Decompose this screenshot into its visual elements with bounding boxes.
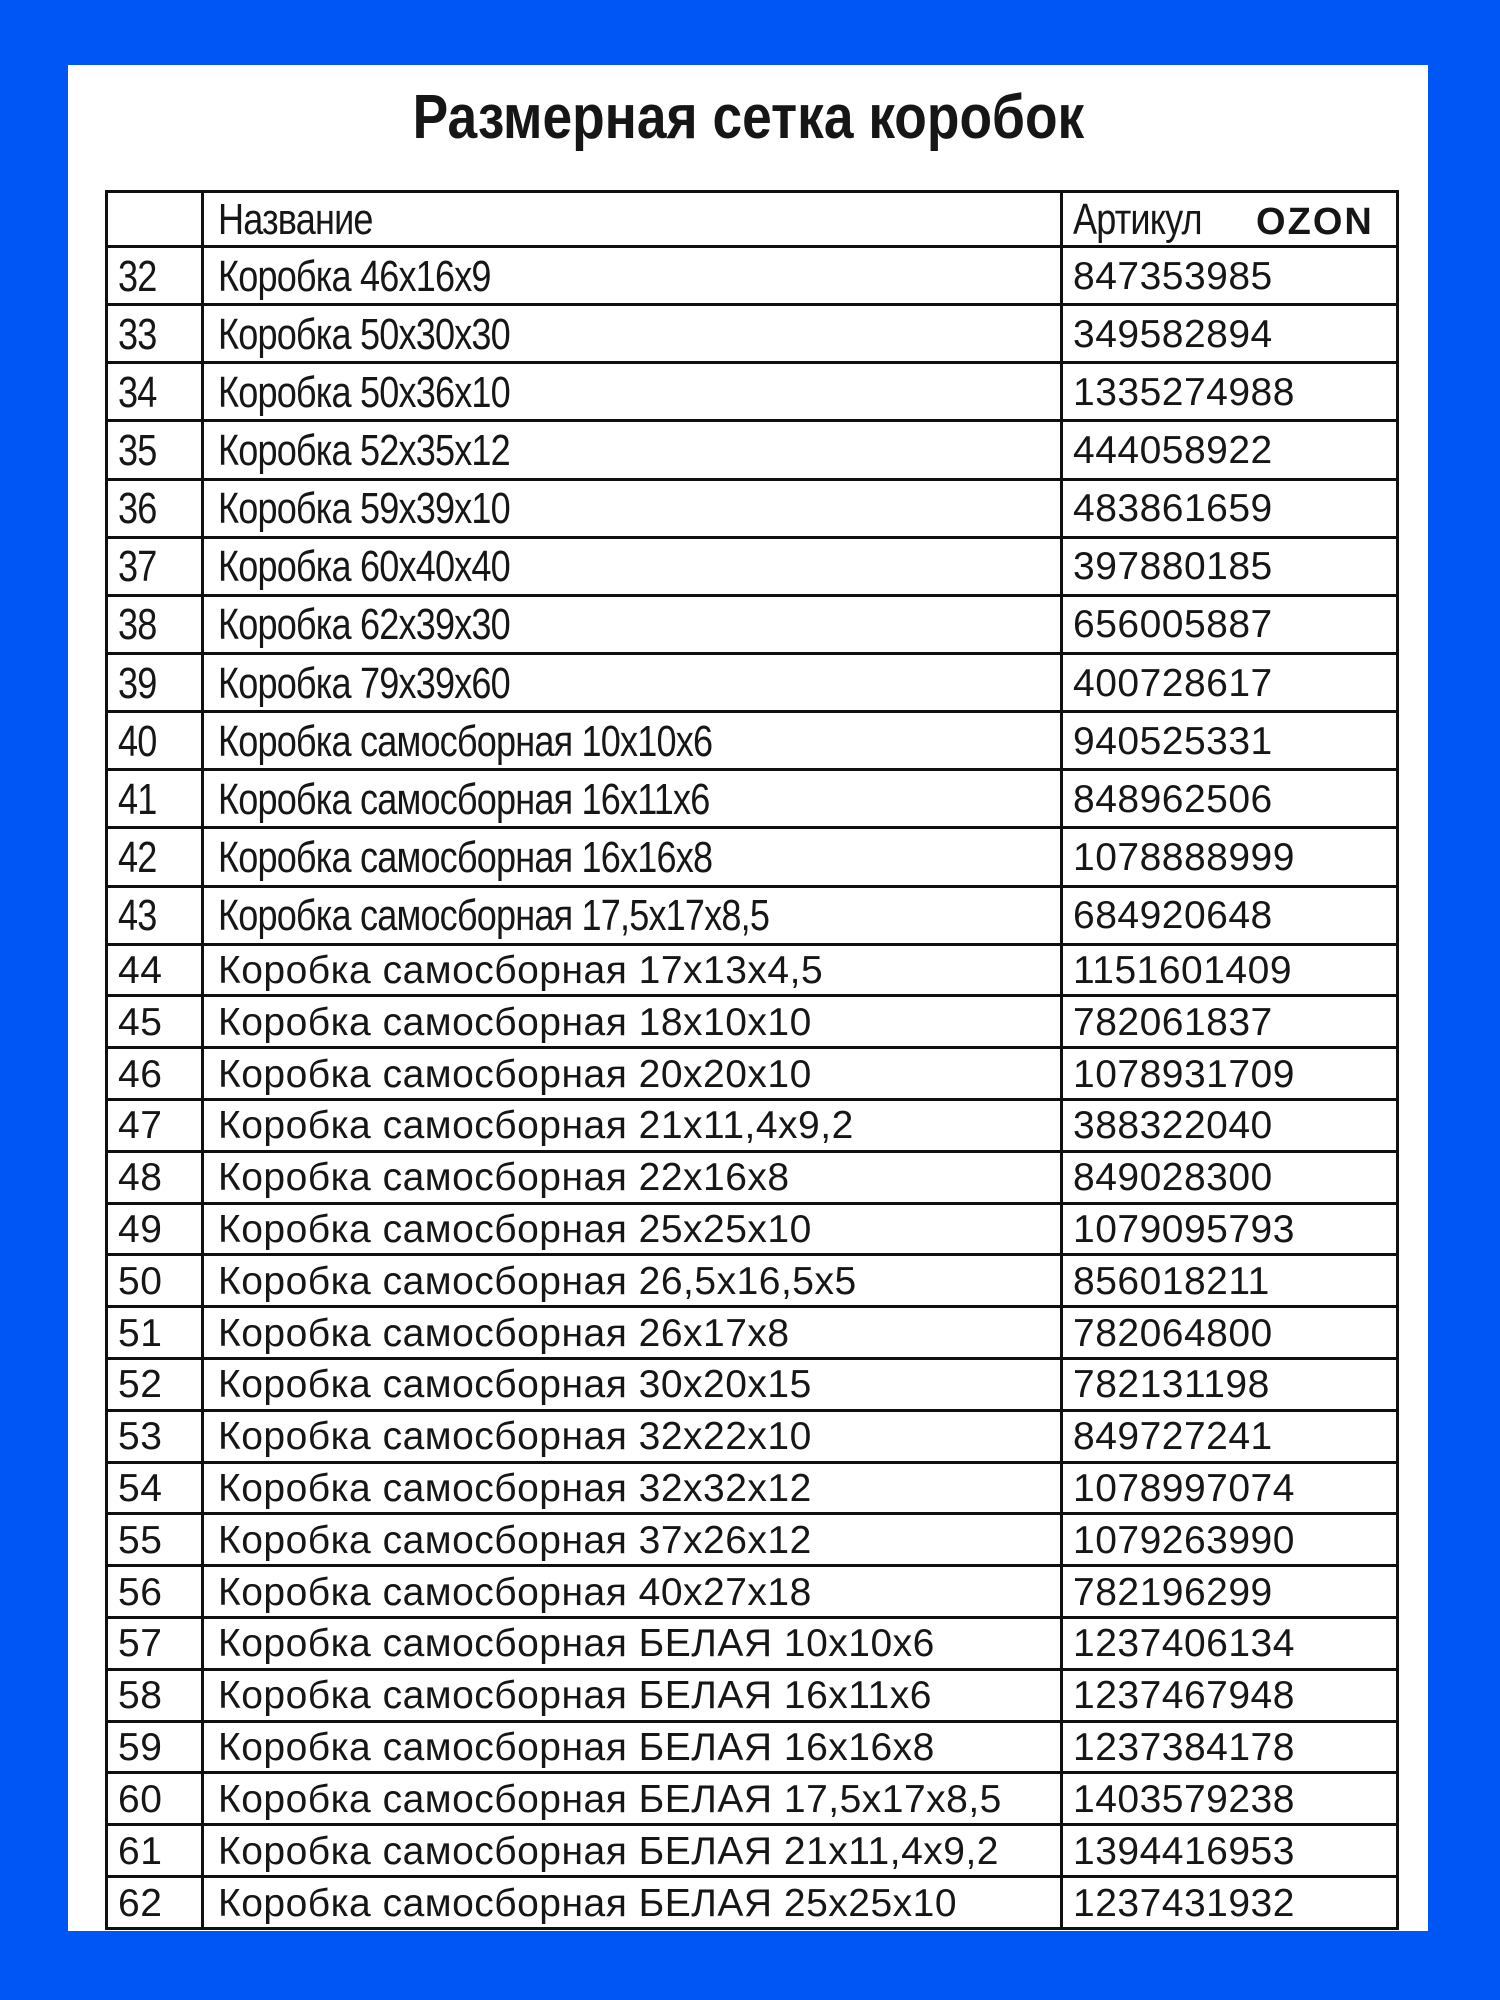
article-cell <box>1062 1410 1398 1462</box>
name-cell <box>203 247 1062 305</box>
page-title <box>68 65 1428 152</box>
box-name-text: Коробка самосборная 22х16х8 <box>218 1156 790 1200</box>
row-number-text: 56 <box>118 1570 163 1614</box>
box-name-text: Коробка самосборная БЕЛАЯ 16х16х8 <box>218 1726 935 1770</box>
row-number-text: 53 <box>118 1415 163 1459</box>
article-number-text: 1079095793 <box>1073 1208 1295 1252</box>
box-name-text: Коробка самосборная БЕЛАЯ 17,5х17х8,5 <box>218 1777 1002 1821</box>
name-cell <box>203 1307 1062 1359</box>
table-row <box>107 1462 1398 1514</box>
article-number-text: 1078888999 <box>1073 835 1295 879</box>
article-number-text: 388322040 <box>1073 1104 1273 1148</box>
name-cell <box>203 1255 1062 1307</box>
row-number-cell <box>107 1773 203 1825</box>
name-cell <box>203 1669 1062 1721</box>
name-cell <box>203 996 1062 1048</box>
row-number-text: 44 <box>118 949 163 993</box>
box-name-text: Коробка самосборная БЕЛАЯ 10х10х6 <box>218 1622 935 1666</box>
row-number-cell <box>107 1307 203 1359</box>
table-row <box>107 247 1398 305</box>
article-cell <box>1062 1721 1398 1773</box>
table-row <box>107 305 1398 363</box>
table-row <box>107 1773 1398 1825</box>
table-row <box>107 1100 1398 1152</box>
box-name-text: Коробка самосборная 10х10х6 <box>218 716 713 766</box>
row-number-cell <box>107 944 203 996</box>
row-number-cell <box>107 1721 203 1773</box>
box-name-text: Коробка самосборная 16х11х6 <box>218 774 710 824</box>
article-number-text: 940525331 <box>1073 719 1273 763</box>
row-number-text: 45 <box>118 1000 163 1044</box>
box-name-text: Коробка самосборная 25х25х10 <box>218 1208 812 1252</box>
name-cell <box>203 537 1062 595</box>
table-row <box>107 996 1398 1048</box>
article-cell <box>1062 1825 1398 1877</box>
article-cell <box>1062 421 1398 479</box>
name-cell <box>203 1100 1062 1152</box>
article-number-text: 1237406134 <box>1073 1622 1295 1666</box>
article-cell <box>1062 828 1398 886</box>
article-cell <box>1062 996 1398 1048</box>
row-number-cell <box>107 653 203 711</box>
box-name-text: Коробка самосборная 26х17х8 <box>218 1311 790 1355</box>
box-name-text: Коробка самосборная 32х32х12 <box>218 1467 812 1511</box>
box-name-text: Коробка самосборная 30х20х15 <box>218 1363 812 1407</box>
article-number-text: 856018211 <box>1073 1259 1270 1303</box>
name-cell <box>203 1721 1062 1773</box>
row-number-text: 61 <box>118 1829 163 1873</box>
row-number-cell <box>107 1255 203 1307</box>
row-number-text: 58 <box>118 1674 163 1718</box>
row-number-cell <box>107 1203 203 1255</box>
article-number-text: 397880185 <box>1073 545 1273 589</box>
table-row <box>107 653 1398 711</box>
table-row <box>107 886 1398 944</box>
index-header-cell <box>107 192 203 247</box>
row-number-text: 37 <box>118 542 157 592</box>
row-number-text: 62 <box>118 1881 163 1925</box>
row-number-cell <box>107 1514 203 1566</box>
row-number-text: 55 <box>118 1518 163 1562</box>
article-number-text: 684920648 <box>1073 894 1273 938</box>
row-number-text: 50 <box>118 1259 163 1303</box>
article-cell <box>1062 770 1398 828</box>
row-number-text: 39 <box>118 658 157 708</box>
article-cell <box>1062 595 1398 653</box>
article-cell <box>1062 1100 1398 1152</box>
article-cell <box>1062 1359 1398 1411</box>
box-name-text: Коробка 46х16х9 <box>218 251 491 301</box>
table-row <box>107 944 1398 996</box>
name-cell <box>203 1773 1062 1825</box>
row-number-cell <box>107 996 203 1048</box>
row-number-text: 43 <box>118 891 157 941</box>
name-cell <box>203 1359 1062 1411</box>
name-cell <box>203 1514 1062 1566</box>
row-number-cell <box>107 770 203 828</box>
article-number-text: 782064800 <box>1073 1311 1273 1355</box>
article-number-text: 782131198 <box>1073 1363 1270 1407</box>
article-number-text: 1237467948 <box>1073 1674 1295 1718</box>
article-number-text: 400728617 <box>1073 661 1273 705</box>
row-number-cell <box>107 479 203 537</box>
row-number-text: 34 <box>118 367 157 417</box>
article-number-text: 483861659 <box>1073 487 1273 531</box>
table-row <box>107 1877 1398 1929</box>
article-cell <box>1062 537 1398 595</box>
row-number-cell <box>107 363 203 421</box>
size-grid-table <box>105 190 1399 1930</box>
row-number-text: 35 <box>118 425 157 475</box>
article-cell <box>1062 305 1398 363</box>
box-name-text: Коробка самосборная БЕЛАЯ 16х11х6 <box>218 1674 932 1718</box>
row-number-text: 33 <box>118 309 157 359</box>
name-cell <box>203 1151 1062 1203</box>
table-row <box>107 1618 1398 1670</box>
table-row <box>107 1514 1398 1566</box>
article-cell <box>1062 1773 1398 1825</box>
page-title-text: Размерная сетка коробок <box>412 83 1084 152</box>
row-number-text: 38 <box>118 600 157 650</box>
row-number-cell <box>107 1877 203 1929</box>
row-number-cell <box>107 537 203 595</box>
row-number-text: 48 <box>118 1156 163 1200</box>
table-row <box>107 1825 1398 1877</box>
row-number-cell <box>107 595 203 653</box>
table-row <box>107 1566 1398 1618</box>
box-name-text: Коробка самосборная 20х20х10 <box>218 1052 812 1096</box>
row-number-cell <box>107 305 203 363</box>
row-number-text: 42 <box>118 832 157 882</box>
article-number-text: 782061837 <box>1073 1000 1273 1044</box>
box-name-text: Коробка самосборная 37х26х12 <box>218 1518 812 1562</box>
name-cell <box>203 479 1062 537</box>
table-row <box>107 712 1398 770</box>
row-number-text: 59 <box>118 1726 163 1770</box>
article-number-text: 1335274988 <box>1073 370 1295 414</box>
box-name-text: Коробка самосборная 26,5х16,5х5 <box>218 1259 857 1303</box>
name-cell <box>203 770 1062 828</box>
row-number-text: 41 <box>118 774 157 824</box>
article-cell <box>1062 653 1398 711</box>
name-cell <box>203 595 1062 653</box>
row-number-text: 49 <box>118 1208 163 1252</box>
row-number-text: 60 <box>118 1777 163 1821</box>
article-number-text: 444058922 <box>1073 428 1273 472</box>
row-number-text: 40 <box>118 716 157 766</box>
article-cell <box>1062 886 1398 944</box>
name-cell <box>203 828 1062 886</box>
table-row <box>107 537 1398 595</box>
row-number-cell <box>107 828 203 886</box>
article-cell <box>1062 247 1398 305</box>
box-name-text: Коробка 79х39х60 <box>218 658 510 708</box>
header-row <box>107 192 1398 247</box>
article-number-text: 849727241 <box>1073 1415 1273 1459</box>
article-cell <box>1062 1048 1398 1100</box>
box-name-text: Коробка 50х36х10 <box>218 367 510 417</box>
row-number-text: 51 <box>118 1311 163 1355</box>
row-number-cell <box>107 1462 203 1514</box>
row-number-text: 47 <box>118 1104 163 1148</box>
row-number-cell <box>107 712 203 770</box>
row-number-text: 52 <box>118 1363 163 1407</box>
article-number-text: 1403579238 <box>1073 1777 1295 1821</box>
box-name-text: Коробка самосборная 32х22х10 <box>218 1415 812 1459</box>
table-row <box>107 1721 1398 1773</box>
row-number-cell <box>107 1100 203 1152</box>
name-cell <box>203 1618 1062 1670</box>
table-row <box>107 1669 1398 1721</box>
name-cell <box>203 653 1062 711</box>
article-number-text: 1151601409 <box>1073 949 1293 993</box>
table-row <box>107 1203 1398 1255</box>
name-cell <box>203 944 1062 996</box>
article-cell <box>1062 1307 1398 1359</box>
article-cell <box>1062 1566 1398 1618</box>
table-row <box>107 1048 1398 1100</box>
box-name-text: Коробка 52х35х12 <box>218 425 510 475</box>
table-row <box>107 828 1398 886</box>
name-cell <box>203 1462 1062 1514</box>
row-number-cell <box>107 886 203 944</box>
row-number-text: 57 <box>118 1622 163 1666</box>
row-number-text: 32 <box>118 251 157 301</box>
name-cell <box>203 1203 1062 1255</box>
name-cell <box>203 1877 1062 1929</box>
article-cell <box>1062 1618 1398 1670</box>
name-cell <box>203 712 1062 770</box>
row-number-cell <box>107 1669 203 1721</box>
table-row <box>107 1255 1398 1307</box>
row-number-cell <box>107 1048 203 1100</box>
box-name-text: Коробка 62х39х30 <box>218 600 510 650</box>
name-cell <box>203 305 1062 363</box>
table-row <box>107 770 1398 828</box>
article-cell <box>1062 1669 1398 1721</box>
box-name-text: Коробка 60х40х40 <box>218 542 510 592</box>
article-number-text: 848962506 <box>1073 777 1273 821</box>
article-number-text: 1237431932 <box>1073 1881 1295 1925</box>
box-name-text: Коробка самосборная БЕЛАЯ 25х25х10 <box>218 1881 958 1925</box>
article-cell <box>1062 1203 1398 1255</box>
article-cell <box>1062 944 1398 996</box>
article-cell <box>1062 1514 1398 1566</box>
name-cell <box>203 421 1062 479</box>
box-name-text: Коробка самосборная 21х11,4х9,2 <box>218 1104 854 1148</box>
article-cell <box>1062 363 1398 421</box>
table-row <box>107 1410 1398 1462</box>
row-number-text: 54 <box>118 1467 163 1511</box>
box-name-text: Коробка самосборная БЕЛАЯ 21х11,4х9,2 <box>218 1829 999 1873</box>
name-cell <box>203 1566 1062 1618</box>
table-row <box>107 1151 1398 1203</box>
name-cell <box>203 1825 1062 1877</box>
article-number-text: 349582894 <box>1073 312 1273 356</box>
article-cell <box>1062 712 1398 770</box>
row-number-cell <box>107 1359 203 1411</box>
row-number-text: 46 <box>118 1052 163 1096</box>
table-row <box>107 421 1398 479</box>
row-number-cell <box>107 421 203 479</box>
article-number-text: 847353985 <box>1073 254 1273 298</box>
box-name-text: Коробка 50х30х30 <box>218 309 510 359</box>
row-number-text: 36 <box>118 484 157 534</box>
name-header-cell <box>203 192 1062 247</box>
row-number-cell <box>107 1618 203 1670</box>
article-number-text: 1394416953 <box>1073 1829 1295 1873</box>
article-cell <box>1062 1151 1398 1203</box>
table-row <box>107 1359 1398 1411</box>
table-row <box>107 479 1398 537</box>
name-header-text: Название <box>218 195 373 244</box>
table-row <box>107 363 1398 421</box>
name-cell <box>203 1410 1062 1462</box>
page-sheet <box>68 65 1428 1931</box>
box-name-text: Коробка самосборная 18х10х10 <box>218 1000 812 1044</box>
table-body <box>107 247 1398 1929</box>
table-row <box>107 1307 1398 1359</box>
box-name-text: Коробка самосборная 17,5х17х8,5 <box>218 891 770 941</box>
row-number-cell <box>107 1566 203 1618</box>
article-cell <box>1062 1255 1398 1307</box>
article-cell <box>1062 479 1398 537</box>
article-number-text: 782196299 <box>1073 1570 1273 1614</box>
row-number-cell <box>107 247 203 305</box>
ozon-brand-text: OZON <box>1256 201 1374 243</box>
article-cell <box>1062 1462 1398 1514</box>
article-number-text: 1078997074 <box>1073 1467 1295 1511</box>
table-row <box>107 595 1398 653</box>
row-number-cell <box>107 1410 203 1462</box>
article-number-text: 1078931709 <box>1073 1052 1295 1096</box>
box-name-text: Коробка самосборная 16х16х8 <box>218 832 713 882</box>
box-name-text: Коробка самосборная 17х13х4,5 <box>218 949 824 993</box>
name-cell <box>203 1048 1062 1100</box>
row-number-cell <box>107 1151 203 1203</box>
article-cell <box>1062 1877 1398 1929</box>
box-name-text: Коробка 59х39х10 <box>218 484 510 534</box>
article-header-cell <box>1062 192 1398 247</box>
article-number-text: 849028300 <box>1073 1156 1273 1200</box>
box-name-text: Коробка самосборная 40х27х18 <box>218 1570 812 1614</box>
article-number-text: 1237384178 <box>1073 1726 1295 1770</box>
article-header-label: Артикул <box>1073 195 1202 244</box>
name-cell <box>203 363 1062 421</box>
article-number-text: 656005887 <box>1073 603 1273 647</box>
article-number-text: 1079263990 <box>1073 1518 1295 1562</box>
row-number-cell <box>107 1825 203 1877</box>
name-cell <box>203 886 1062 944</box>
